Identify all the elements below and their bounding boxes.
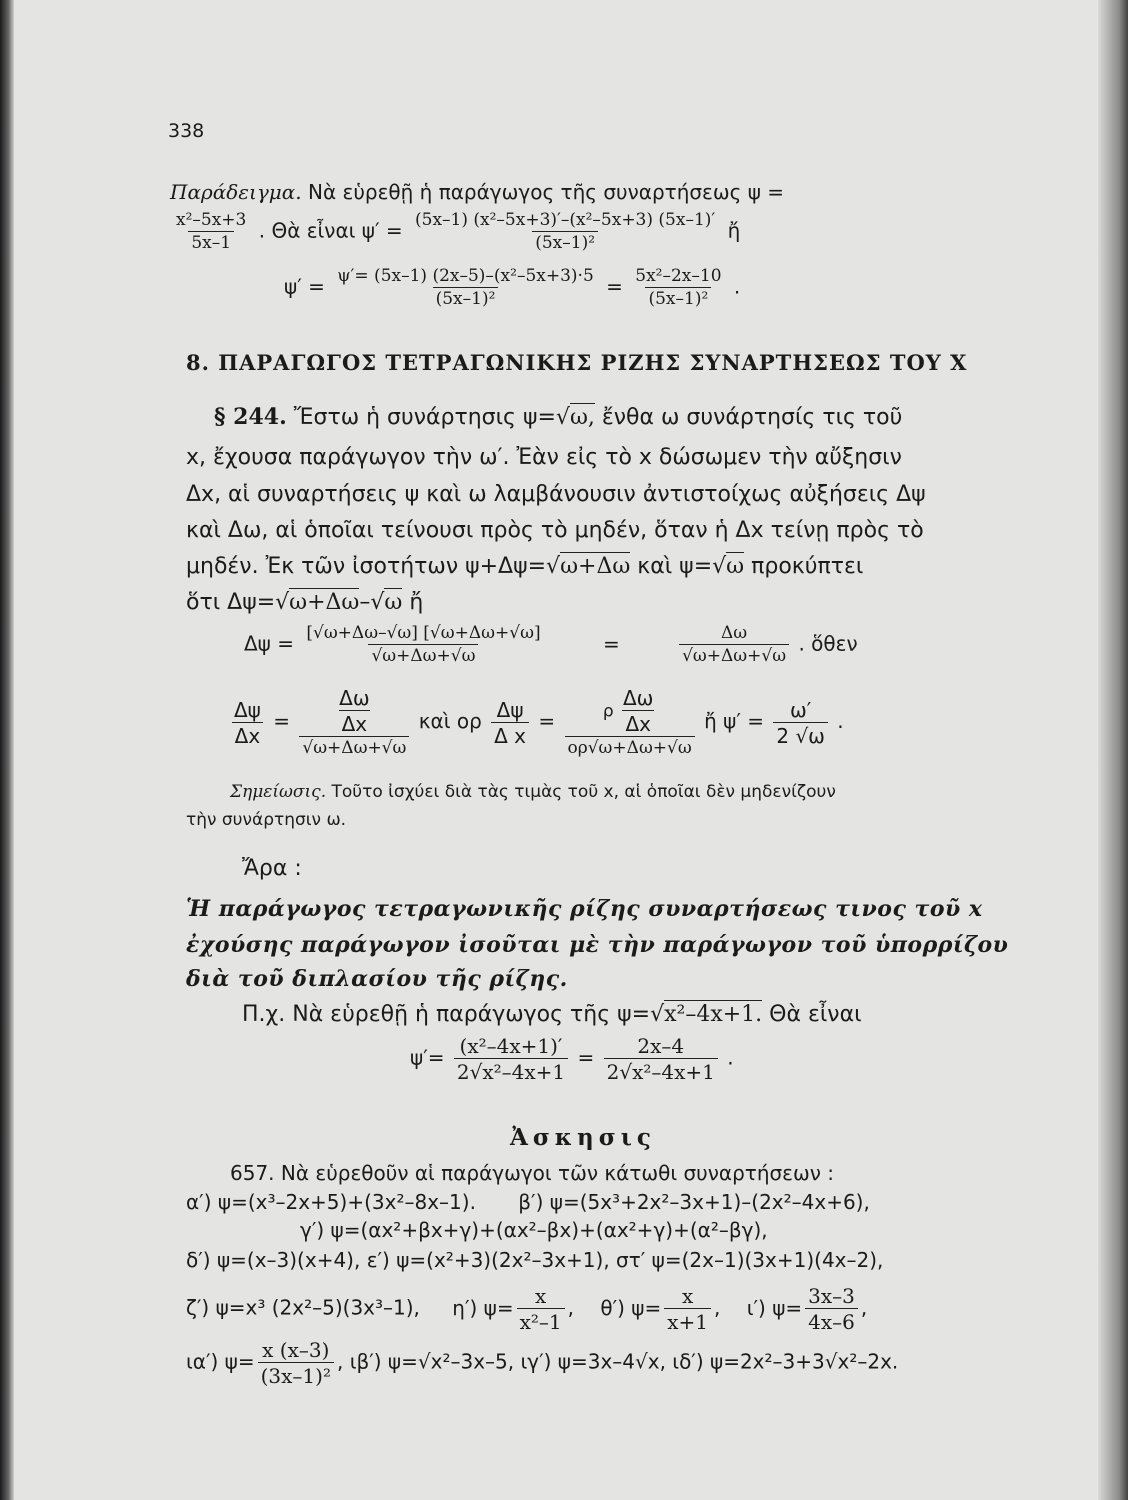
para-text-1a: Ἔστω ἡ συνάρτησις ψ=√ (293, 405, 570, 430)
exercise-ia: ια′) ψ= (186, 1349, 255, 1374)
exercises-intro: 657. Νὰ εὑρεθοῦν αἱ παράγωγοι τῶν κάτωθι συναρτήσεων : (230, 1161, 835, 1185)
exercise-row-1 (186, 1192, 870, 1212)
example-text-2: . Θὰ εἶναι ψ′ = (258, 218, 403, 243)
period: . (733, 274, 741, 299)
exercise-i-fraction: $\frac{3x-3}{4x-6}$ (805, 1286, 858, 1332)
px-fraction-2: $\frac{2x-4}{\text{2√x²–4x+1}}$ (604, 1036, 718, 1082)
example-text-1: Νὰ εὑρεθῇ ἡ παράγωγος τῆς συναρτήσεως ψ = (308, 180, 785, 204)
equals-sign: = (602, 631, 620, 656)
para-line-5: μηδέν. Ἐκ τῶν ἰσοτήτων ψ+Δψ=√ω+Δω καὶ ψ=√ω προκύπτει (186, 554, 864, 579)
example-label: Παράδειγμα. (170, 180, 302, 204)
exercise-i: ι′) ψ= (746, 1295, 803, 1320)
exercise-row-2: γ′) ψ=(αx²+βx+γ)+(αx²–βx)+(αx²+γ)+(α²–βγ), (300, 1218, 768, 1242)
exercise-row-3: δ′) ψ=(x–3)(x+4), ε′) ψ=(x²+3)(2x²–3x+1), στ′ ψ=(2x–1)(3x+1)(4x–2), (186, 1248, 884, 1272)
rule-line-1: Ἡ παράγωγος τετραγωνικῆς ρίζης συναρτήσεως τινος τοῦ x (186, 896, 983, 922)
equation-1 (244, 625, 858, 665)
scan-left-edge (0, 0, 14, 1500)
limit-fraction: $\frac{\Delta\psi}{\text{Δ x}}$ (491, 700, 529, 746)
equals-sign: = (273, 709, 290, 733)
rule-line-2: ἐχούσης παράγωγον ἰσοῦται μὲ τὴν παράγωγον τοῦ ὑπορρίζου (186, 932, 1009, 958)
example-line-2 (170, 212, 740, 252)
note-line-2: τὴν συνάρτησιν ω. (186, 810, 347, 830)
ara-label: Ἄρα : (242, 856, 302, 881)
para-line-2: x, ἔχουσα παράγωγον τὴν ω′. Ἐὰν εἰς τὸ x δώσωμεν τὴν αὔξησιν (186, 445, 902, 470)
exercise-b: β′) ψ=(5x³+2x²–3x+1)–(2x²–4x+6), (518, 1190, 870, 1214)
note-text: Τοῦτο ἰσχύει διὰ τὰς τιμὰς τοῦ x, αἱ ὁποῖαι δὲν μηδενίζουν (331, 782, 836, 802)
para-line-6: ὅτι Δψ=√ω+Δω–√ω ἤ (186, 590, 424, 615)
exercise-a: α′) ψ=(x³–2x+5)+(3x²–8x–1). (186, 1190, 476, 1214)
exercise-z: ζ′) ψ=x³ (2x²–5)(3x³–1), (186, 1295, 420, 1320)
eq1-lhs: Δψ = (244, 631, 294, 656)
function-fraction: $\frac{\text{x²–5x+3}}{5x-1}$ (176, 210, 247, 253)
scan-right-edge (1098, 0, 1128, 1500)
radicand: ω, (569, 405, 595, 430)
rule-line-3: διὰ τοῦ διπλασίου τῆς ρίζης. (186, 966, 568, 992)
example-line-1 (170, 182, 784, 202)
para-line-1 (214, 406, 902, 429)
exercise-th: θ′) ψ= (600, 1295, 662, 1320)
eq1-fraction: $\frac{[√\omega+\Delta\omega-√\omega] [√\omega+\Delta\omega+√\omega]}{√\omega+\Delta\omega+√\omega}$ (306, 623, 541, 666)
note-label: Σημείωσις. (230, 782, 327, 802)
eq1-tail: . ὅθεν (798, 631, 858, 656)
exercise-h: η′) ψ= (452, 1295, 514, 1320)
page-number: 338 (168, 120, 205, 142)
px-equation (410, 1036, 734, 1082)
exercises-title: Ἀσκησις (510, 1124, 656, 1151)
example-or: ἤ (727, 218, 741, 243)
px-line: Π.χ. Νὰ εὑρεθῇ ἡ παράγωγος τῆς ψ=√x²–4x+1. Θὰ εἶναι (242, 1002, 862, 1027)
exercise-row-5: ια′) ψ= $\frac{x (x-3)}{\text{(3x–1)²}}$ , ιβ′) ψ=√x²–3x–5, ιγ′) ψ=3x–4√x, ιδ′) ψ=2x²–3+3√x²–2x. (186, 1338, 899, 1388)
exercise-ib-id: ιβ′) ψ=√x²–3x–5, ιγ′) ψ=3x–4√x, ιδ′) ψ=2x²–3+3√x²–2x. (349, 1349, 899, 1374)
limit-compound-fraction: ρ $\frac{\Delta\omega}{\Delta x}$ ορ√ω+Δω+√ω (565, 688, 695, 757)
exercise-h-fraction: $\frac{x}{\text{x²–1}}$ (517, 1286, 565, 1332)
note-line-1 (230, 784, 836, 801)
result-fraction: $\frac{\omega'}{2 √\omega}$ (773, 700, 828, 746)
exercise-th-fraction: $\frac{x}{x+1}$ (664, 1286, 711, 1332)
book-page (14, 0, 1098, 1500)
kai-or: καὶ ορ (418, 709, 482, 733)
section-number: § 244. (214, 404, 287, 430)
section-heading: 8. ΠΑΡΑΓΩΓΟΣ ΤΕΤΡΑΓΩΝΙΚΗΣ ΡΙΖΗΣ ΣΥΝΑΡΤΗΣΕΩΣ ΤΟΥ Χ (186, 350, 968, 375)
eq2-or: ἤ ψ′ = (704, 709, 764, 733)
equals-sign: = (577, 1045, 595, 1070)
para-text-1b: ἔνθα ω συνάρτησίς τις τοῦ (594, 405, 903, 430)
eq1-fraction-2: $\frac{\Delta\omega}{√\omega+\Delta\omega+√\omega}$ (679, 625, 789, 665)
equals-sign-2: = (538, 709, 556, 733)
final-fraction: $\frac{\text{5x²–2x–10}}{\text{(5x–1)²}}$ (635, 266, 722, 309)
exercise-ia-fraction: $\frac{x (x-3)}{\text{(3x–1)²}}$ (258, 1340, 334, 1386)
psi-prime-label: ψ′ = (284, 274, 325, 299)
period: . (837, 709, 844, 733)
px-lhs: ψ′= (410, 1045, 445, 1070)
exercise-row-4: ζ′) ψ=x³ (2x²–5)(3x³–1), η′) ψ= $\frac{x}{\text{x²–1}}$ , θ′) ψ= $\frac{x}{x+1}$ , ι′) ψ= $\frac{3x-3}{4x-6}$ , (186, 1284, 868, 1334)
period: . (727, 1045, 734, 1070)
para-line-4: καὶ Δω, αἱ ὁποῖαι τείνουσι πρὸς τὸ μηδέν, ὅταν ἡ Δx τείνῃ πρὸς τὸ (186, 518, 924, 543)
equals-sign: = (606, 274, 623, 299)
result-fraction: $\frac{\text{ψ′= (5x–1) (2x–5)–(x²–5x+3)·5}}{\text{(5x–1)²}}$ (337, 266, 594, 309)
para-line-3: Δx, αἱ συναρτήσεις ψ καὶ ω λαμβάνουσιν ἀντιστοίχως αὐξήσεις Δψ (186, 482, 926, 507)
dpsi-dx-fraction: $\frac{\Delta\psi}{\Delta x}$ (231, 700, 264, 746)
derivative-fraction: $\frac{\text{(5x–1) (x²–5x+3)′–(x²–5x+3) (5x–1)′}}{\text{(5x–1)²}}$ (415, 210, 716, 253)
compound-fraction: $\frac{\frac{\Delta\omega}{\Delta x}}{√\omega+\Delta\omega+√\omega}$ (299, 688, 409, 757)
px-fraction: $\frac{\text{(x²–4x+1)′}}{\text{2√x²–4x+1}}$ (454, 1036, 568, 1082)
equation-2 (228, 688, 844, 757)
example-line-3 (284, 268, 740, 308)
